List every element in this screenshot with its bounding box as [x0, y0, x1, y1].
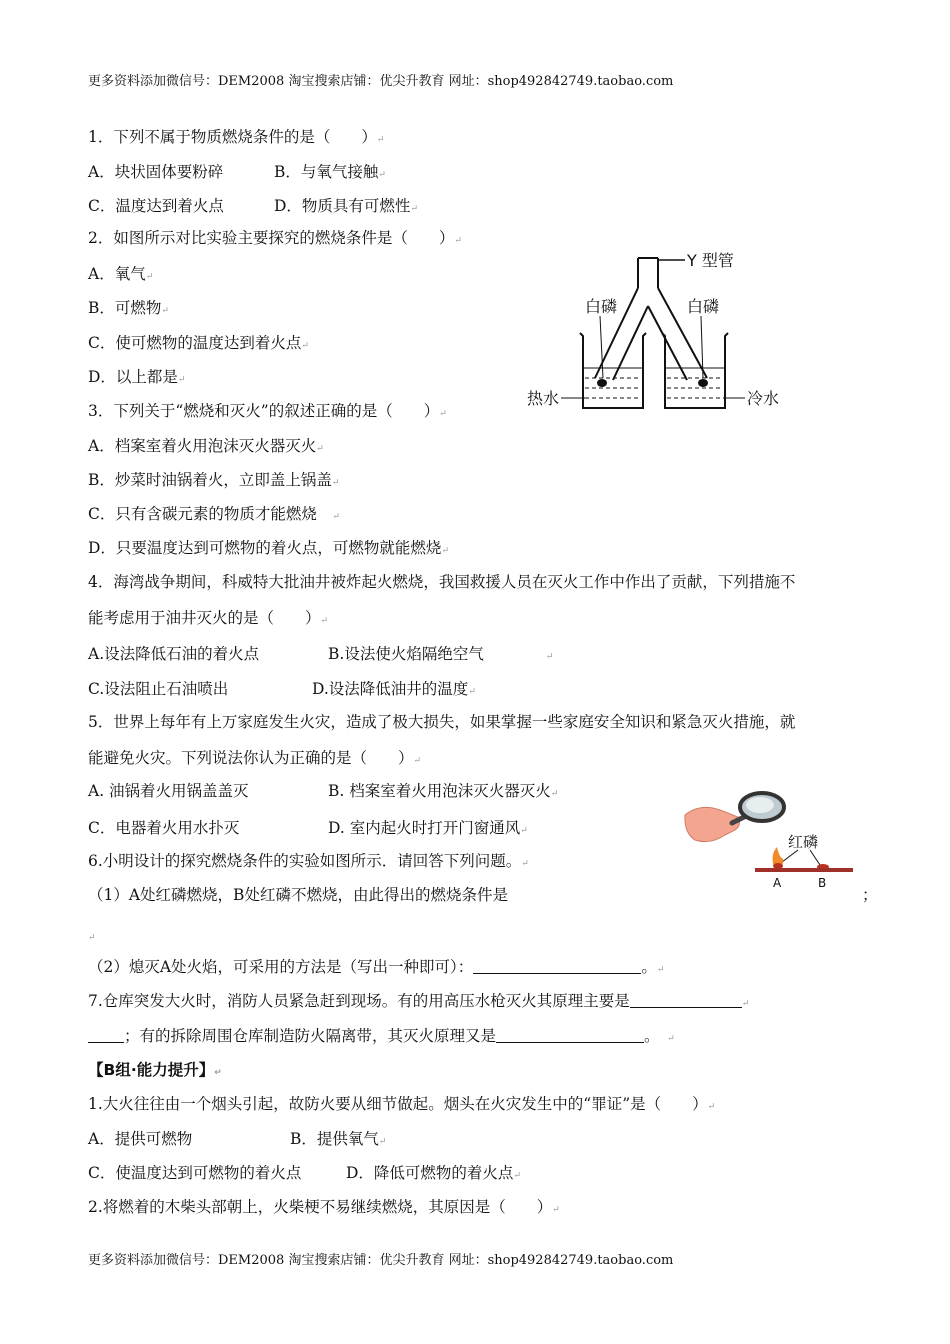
b1-option-c: C．使温度达到可燃物的着火点 [88, 1164, 302, 1182]
point-a-label: A [773, 876, 782, 890]
q4-option-b: B.设法使火焰隔绝空气 ↵ [328, 645, 554, 663]
right-phosphorus-label: 白磷 [687, 297, 720, 316]
page-header: 更多资料添加微信号：DEM2008 淘宝搜索店铺：优尖升教育 网址：shop492842749.taobao.com [88, 74, 674, 89]
magnifier-figure [680, 785, 855, 890]
q7-line1: 7.仓库突发大火时，消防人员紧急赶到现场。有的用高压水枪灭火其原理主要是 ↵ [88, 992, 750, 1010]
b1-option-a: A．提供可燃物 [88, 1130, 193, 1148]
q5-option-d: D. 室内起火时打开门窗通风↵ [328, 819, 528, 837]
q2-option-c: C．使可燃物的温度达到着火点↵ [88, 334, 309, 352]
q3-stem: 3．下列关于“燃烧和灭火”的叙述正确的是（ ）↵ [88, 402, 447, 420]
b1-option-d: D．降低可燃物的着火点↵ [346, 1164, 521, 1182]
q7-answer-blank-1[interactable] [630, 991, 742, 1008]
q3-option-a: A．档案室着火用泡沫灭火器灭火↵ [88, 437, 324, 455]
q4-option-d: D.设法降低油井的温度↵ [312, 680, 476, 698]
q5-option-c: C．电器着火用水扑灭 [88, 819, 240, 837]
y-tube-label: Y 型管 [687, 251, 734, 270]
q2-option-d: D．以上都是↵ [88, 368, 186, 386]
q1-option-d: D．物质具有可燃性↵ [274, 197, 418, 215]
y-tube-figure [525, 248, 790, 418]
b1-stem: 1.大火往往由一个烟头引起，故防火要从细节做起。烟头在火灾发生中的“罪证”是（ ）↵ [88, 1095, 716, 1113]
q4-option-a: A.设法降低石油的着火点 [88, 645, 260, 663]
hot-water-label: 热水 [527, 389, 560, 408]
q6-part1-end: ； [862, 886, 878, 904]
b1-option-b: B．提供氧气↵ [290, 1130, 387, 1148]
q4-stem-line1: 4．海湾战争期间，科威特大批油井被炸起火燃烧，我国救援人员在灭火工作中作出了贡献，下列措施不 [88, 573, 796, 591]
q4-option-c: C.设法阻止石油喷出 [88, 680, 229, 698]
cold-water-label: 冷水 [747, 389, 780, 408]
q1-option-c: C．温度达到着火点 [88, 197, 224, 215]
q4-stem-line2: 能考虑用于油井灭火的是（ ）↵ [88, 609, 329, 627]
q7-line2: ；有的拆除周围仓库制造防火隔离带，其灭火原理又是 。 ↵ [88, 1026, 675, 1049]
q2-option-b: B．可燃物↵ [88, 299, 169, 317]
group-b-title: 【B组·能力提升】↵ [88, 1061, 222, 1079]
q1-stem: 1．下列不属于物质燃烧条件的是（ ）↵ [88, 128, 385, 146]
q1-option-b: B．与氧气接触↵ [274, 163, 386, 181]
q1-option-a: A．块状固体要粉碎 [88, 163, 224, 181]
q5-option-a: A. 油锅着火用锅盖盖灭 [88, 782, 249, 800]
q3-option-c: C．只有含碳元素的物质才能燃烧 ↵ [88, 505, 340, 523]
red-phosphorus-label: 红磷 [788, 833, 819, 851]
q2-option-a: A．氧气↵ [88, 265, 154, 283]
q5-stem-line2: 能避免火灾。下列说法你认为正确的是（ ）↵ [88, 749, 422, 767]
q7-answer-blank-1-cont[interactable] [88, 1026, 124, 1043]
q6-empty-line: ↵ [88, 933, 96, 943]
q5-stem-line1: 5．世界上每年有上万家庭发生火灾，造成了极大损失，如果掌握一些家庭安全知识和紧急灭火措施，就 [88, 713, 796, 731]
b2-stem: 2.将燃着的木柴头部朝上，火柴梗不易继续燃烧，其原因是（ ）↵ [88, 1198, 560, 1216]
q6-part1: （1）A处红磷燃烧，B处红磷不燃烧，由此得出的燃烧条件是 [88, 886, 508, 904]
q7-answer-blank-2[interactable] [496, 1026, 644, 1043]
q6-answer-blank[interactable] [473, 957, 641, 974]
q3-option-b: B．炒菜时油锅着火，立即盖上锅盖↵ [88, 471, 340, 489]
q3-option-d: D．只要温度达到可燃物的着火点，可燃物就能燃烧↵ [88, 539, 449, 557]
q2-stem: 2．如图所示对比实验主要探究的燃烧条件是（ ）↵ [88, 229, 462, 247]
left-phosphorus-label: 白磷 [585, 297, 618, 316]
point-b-label: B [818, 876, 827, 890]
q5-option-b: B. 档案室着火用泡沫灭火器灭火↵ [328, 782, 559, 800]
q6-part2: （2）熄灭A处火焰，可采用的方法是（写出一种即可）： 。↵ [88, 958, 665, 976]
page-footer: 更多资料添加微信号：DEM2008 淘宝搜索店铺：优尖升教育 网址：shop492842749.taobao.com [88, 1253, 674, 1268]
q6-stem: 6.小明设计的探究燃烧条件的实验如图所示．请回答下列问题。↵ [88, 852, 529, 870]
